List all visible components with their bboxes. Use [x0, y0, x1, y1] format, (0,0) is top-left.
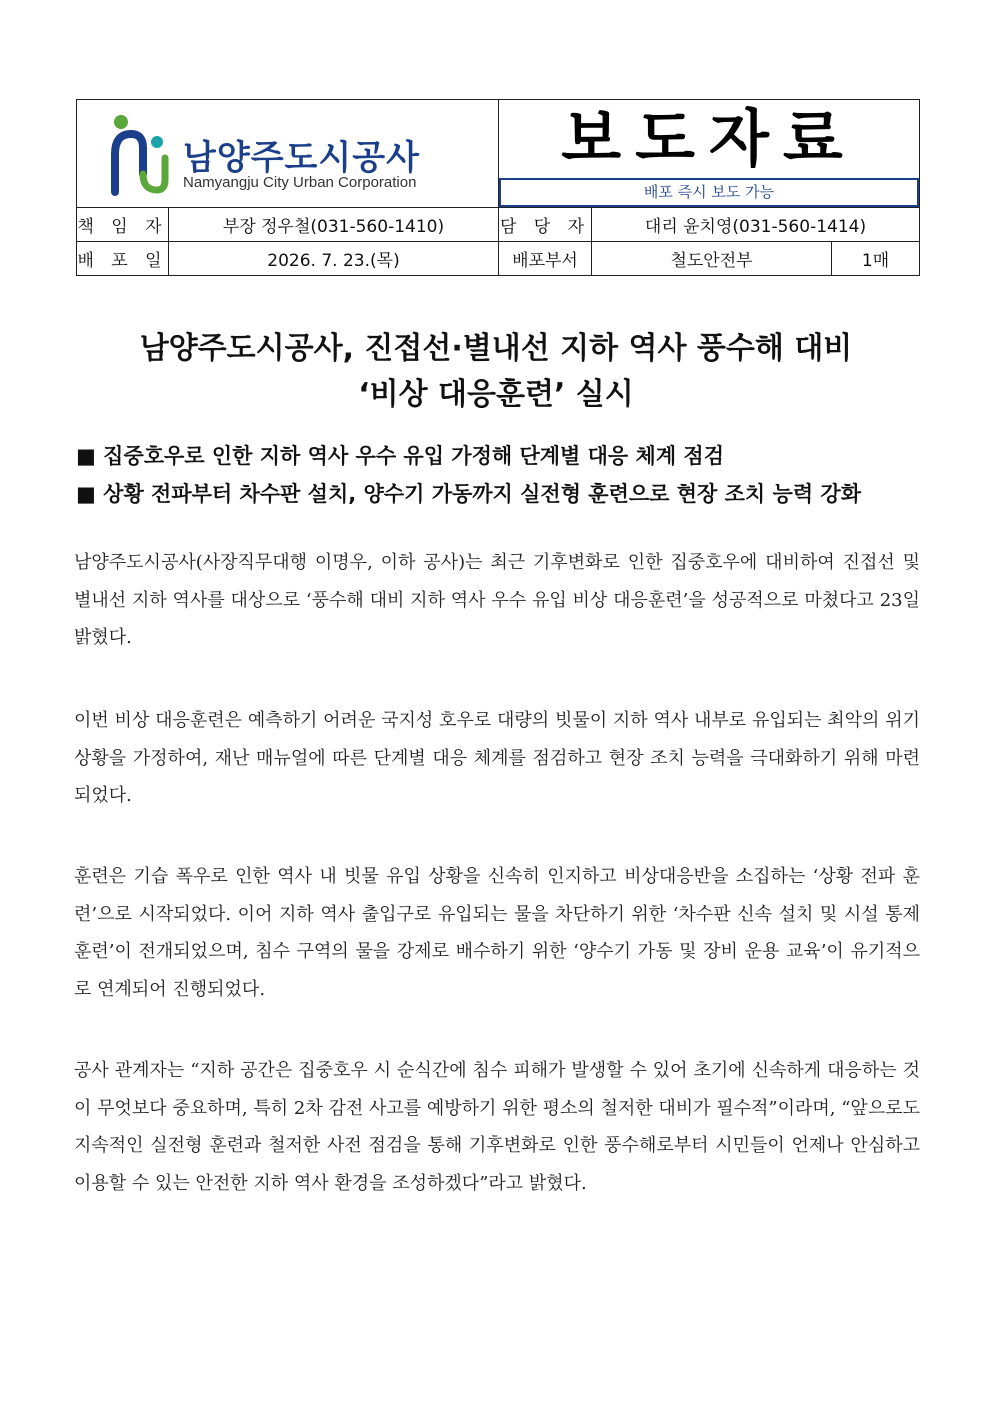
release-date-label: 배 포 일: [77, 242, 169, 276]
responsible-value: 부장 정우철(031-560-1410): [169, 208, 499, 242]
department-value: 철도안전부: [592, 242, 832, 276]
press-header-table: [76, 99, 920, 276]
headline-line-2: ‘비상 대응훈련’ 실시: [358, 377, 634, 412]
header-row-responsible: [77, 208, 920, 242]
page-count: 1매: [832, 242, 920, 276]
logo-english-text: Namyangju City Urban Corporation: [183, 174, 417, 191]
body-paragraph-3: 훈련은 기습 폭우로 인한 역사 내 빗물 유입 상황을 신속히 인지하고 비상대응반을 소집하는 ‘상황 전파 훈련’으로 시작되었다. 이어 지하 역사 출입구로 유입되는 물을 차단하기 위한 ‘차수판 신속 설치 및 시설 통제 훈련’이 전개되었으며, 침수 구역의 물을 강제로 배수하기 위한 ‘양수기 가동 및 장비 운용 교육’이 유기적으로 연계되어 진행되었다.: [74, 866, 920, 1000]
headline-line-1: 남양주도시공사, 진접선·별내선 지하 역사 풍수해 대비: [139, 331, 853, 366]
subheading-2: ■ 상황 전파부터 차수판 설치, 양수기 가동까지 실전형 훈련으로 현장 조치 능력 강화: [76, 482, 861, 506]
press-release-title: 보도자료: [561, 102, 857, 175]
release-date-value: 2026. 7. 23.(목): [169, 242, 499, 276]
corporation-logo: [107, 114, 467, 196]
press-release-cell: [499, 100, 920, 208]
contact-value: 대리 윤치영(031-560-1414): [592, 208, 920, 242]
subheading-1: ■ 집중호우로 인한 지하 역사 우수 유입 가정해 단계별 대응 체계 점검: [76, 444, 724, 468]
contact-label: 담 당 자: [499, 208, 592, 242]
body-paragraph-2: 이번 비상 대응훈련은 예측하기 어려운 국지성 호우로 대량의 빗물이 지하 역사 내부로 유입되는 최악의 위기 상황을 가정하여, 재난 매뉴얼에 따른 단계별 대응 체계를 점검하고 현장 조치 능력을 극대화하기 위해 마련되었다.: [74, 710, 920, 806]
responsible-label: 책 임 자: [77, 208, 169, 242]
department-label: 배포부서: [499, 242, 592, 276]
logo-cell: [77, 100, 499, 208]
logo-korean-text: 남양주도시공사: [183, 138, 420, 178]
body-paragraph-4: 공사 관계자는 “지하 공간은 집중호우 시 순식간에 침수 피해가 발생할 수 있어 초기에 신속하게 대응하는 것이 무엇보다 중요하며, 특히 2차 감전 사고를 예방하기 위한 평소의 철저한 대비가 필수적”이라며, “앞으로도 지속적인 실전형 훈련과 철저한 사전 점검을 통해 기후변화로 인한 풍수해로부터 시민들이 언제나 안심하고 이용할 수 있는 안전한 지하 역사 환경을 조성하겠다”라고 밝혔다.: [74, 1060, 920, 1194]
logo-mark-icon: [107, 114, 171, 196]
header-row-release: [77, 242, 920, 276]
body-paragraph-1: 남양주도시공사(사장직무대행 이명우, 이하 공사)는 최근 기후변화로 인한 집중호우에 대비하여 진접선 및 별내선 지하 역사를 대상으로 ‘풍수해 대비 지하 역사 우수 유입 비상 대응훈련’을 성공적으로 마쳤다고 23일 밝혔다.: [74, 552, 920, 648]
release-notice: 배포 즉시 보도 가능: [499, 178, 919, 207]
